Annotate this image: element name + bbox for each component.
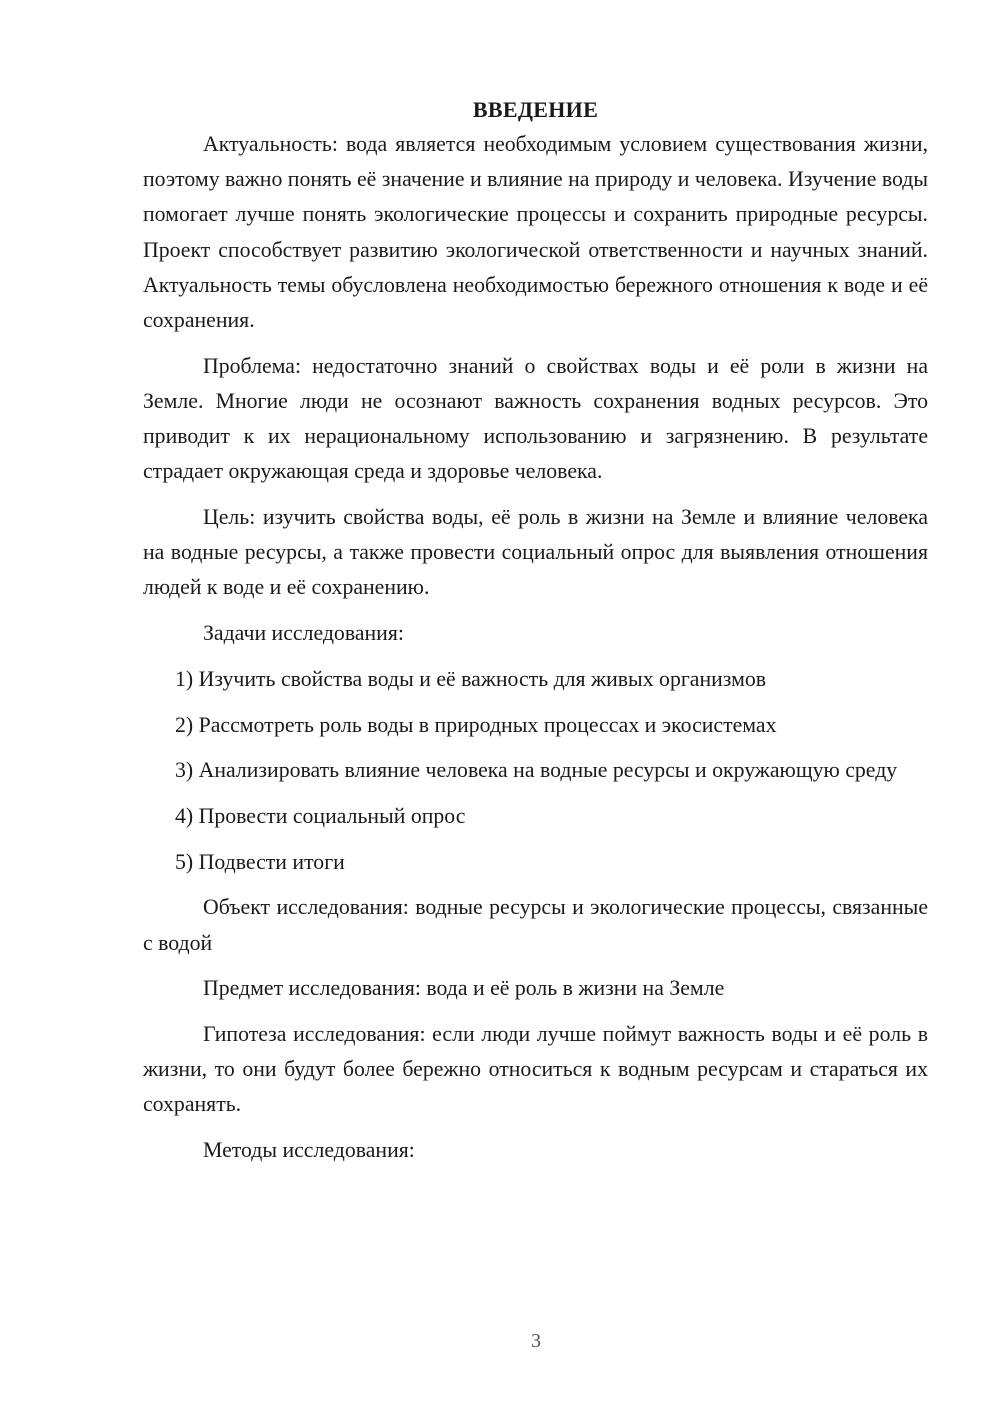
paragraph-object: Объект исследования: водные ресурсы и экологические процессы, связанные с водой — [143, 895, 928, 955]
paragraph-subject: Предмет исследования: вода и её роль в жизни на Земле — [203, 976, 725, 1001]
task-item-5: 5) Подвести итоги — [175, 849, 345, 874]
paragraph-problem: Проблема: недостаточно знаний о свойствах воды и её роли в жизни на Земле. Многие люди не осознают важность сохранения водных ресурсов. Это приводит к их нерациональному использованию и загрязнению. В результате страдает окружающая среда и здоровье человека. — [143, 353, 928, 484]
task-item-2: 2) Рассмотреть роль воды в природных процессах и экосистемах — [175, 712, 777, 737]
page-number: 3 — [531, 1330, 541, 1352]
section-heading: ВВЕДЕНИЕ — [472, 97, 599, 122]
paragraph-goal: Цель: изучить свойства воды, её роль в жизни на Земле и влияние человека на водные ресурсы, а также провести социальный опрос для выявления отношения людей к воде и её сохранению. — [143, 505, 928, 600]
task-item-3: 3) Анализировать влияние человека на водные ресурсы и окружающую среду — [175, 758, 898, 783]
methods-heading: Методы исследования: — [203, 1138, 415, 1163]
paragraph-hypothesis: Гипотеза исследования: если люди лучше поймут важность воды и её роль в жизни, то они будут более бережно относиться к водным ресурсам и стараться их сохранять. — [143, 1021, 928, 1117]
task-item-4: 4) Провести социальный опрос — [175, 803, 466, 828]
paragraph-relevance: Актуальность: вода является необходимым условием существования жизни, поэтому важно понять её значение и влияние на природу и человека. Изучение воды помогает лучше понять экологические процессы и сохранить природные ресурсы. Проект способствует развитию экологической ответственности и научных знаний. Актуальность темы обусловлена необходимостью бережного отношения к воде и её сохранения. — [143, 132, 928, 333]
document-page — [143, 92, 928, 1179]
tasks-heading: Задачи исследования: — [203, 621, 404, 646]
task-item-1: 1) Изучить свойства воды и её важность для живых организмов — [175, 666, 767, 691]
